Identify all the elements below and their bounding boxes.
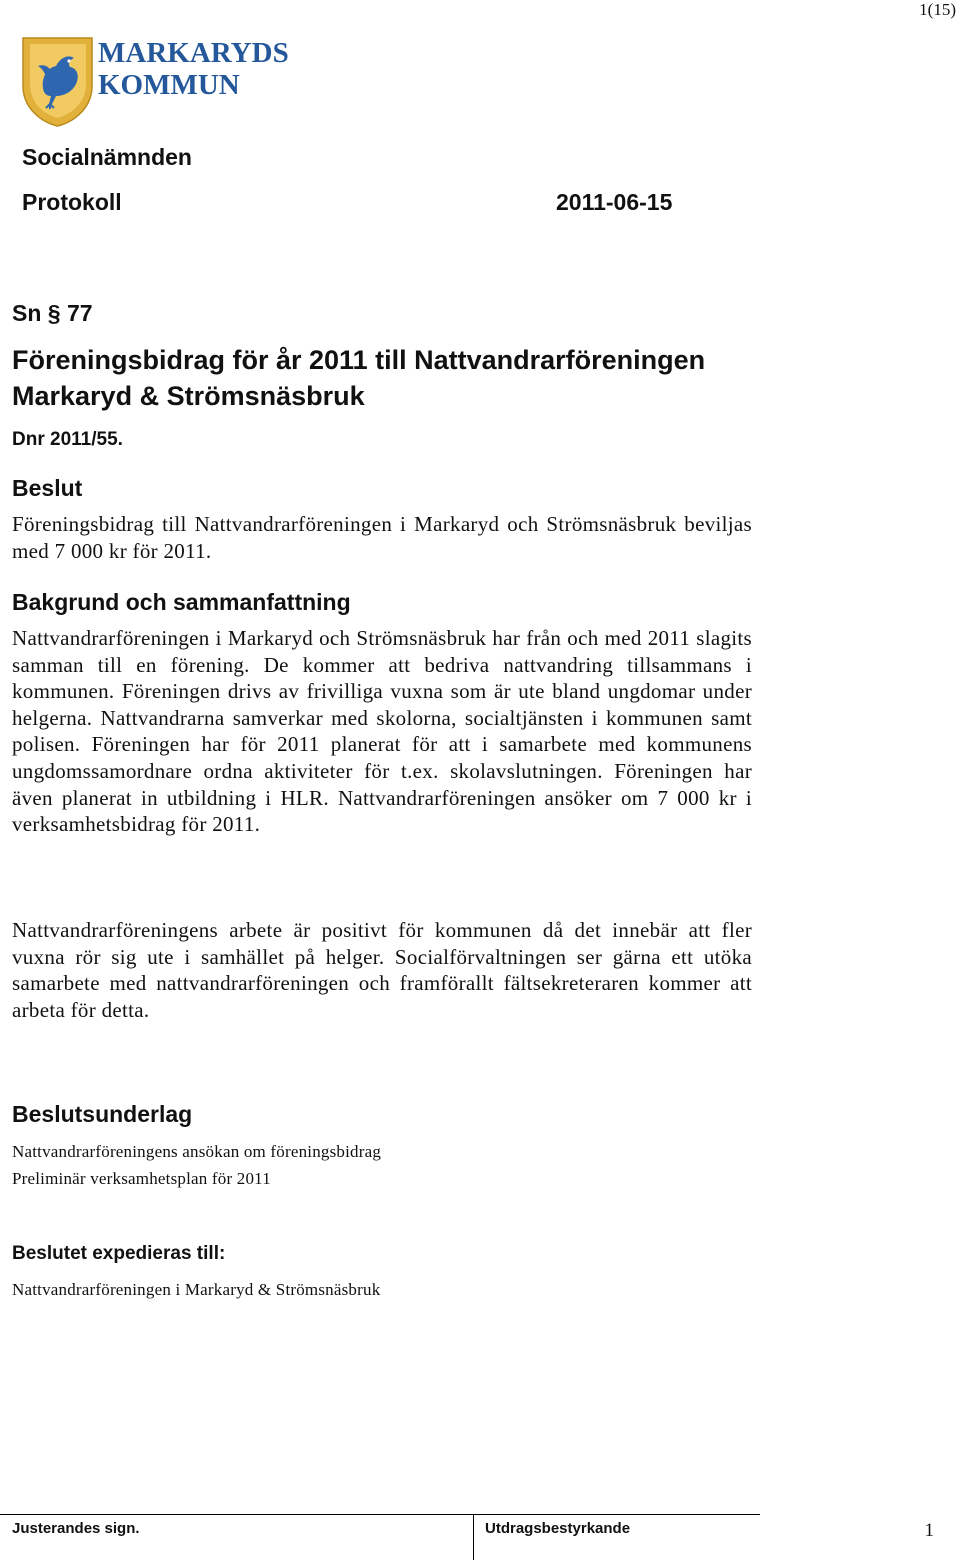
diarienummer: Dnr 2011/55. [12,429,123,450]
beslutsunderlag-item: Preliminär verksamhetsplan för 2011 [12,1169,271,1188]
coat-of-arms-icon [23,38,92,126]
footer-divider [473,1514,474,1560]
department-heading: Socialnämnden [22,144,192,170]
expedieras-heading: Beslutet expedieras till: [12,1243,226,1264]
bakgrund-paragraph-1: Nattvandrarföreningen i Markaryd och Strömsnäsbruk har från och med 2011 slagits samman till en förening. De kommer att bedriva nattvandring tillsammans i kommunen. Föreningen drivs av frivilliga vuxna som är ute bland ungdomar under helgerna. Nattvandrarna samverkar med skolorna, socialtjänsten i kommunen samt polisen. Föreningen har för 2011 planerat för att i samarbete med kommunens ungdomssamordnare ordna aktiviteter för t.ex. skolavslutningen. Föreningen har även planerat in utbildning i HLR. Nattvandrarföreningen ansöker om 7 000 kr i verksamhetsbidrag för 2011. [12,626,752,837]
page-number: 1(15) [919,0,956,19]
markaryd-kommun-logo [22,34,322,128]
beslut-text: Föreningsbidrag till Nattvandrarföreningen i Markaryd och Strömsnäsbruk beviljas med 7 000 kr för 2011. [12,512,752,563]
expedieras-item: Nattvandrarföreningen i Markaryd & Strömsnäsbruk [12,1280,381,1299]
footer-rule [0,1514,760,1515]
paragraph-number: Sn § 77 [12,300,93,326]
document-type: Protokoll [22,189,122,215]
utdragsbestyrkande-label: Utdragsbestyrkande [485,1520,631,1537]
logo-line2: KOMMUN [98,69,240,101]
beslutsunderlag-heading: Beslutsunderlag [12,1101,193,1127]
bakgrund-heading: Bakgrund och sammanfattning [12,589,351,615]
footer-page-number: 1 [924,1520,934,1541]
justerandes-sign-label: Justerandes sign. [12,1520,140,1537]
beslut-heading: Beslut [12,475,83,501]
bakgrund-paragraph-2: Nattvandrarföreningens arbete är positivt för kommunen då det innebär att fler vuxna rör sig ute i samhället på helger. Socialförvaltningen ser gärna ett utöka samarbete med nattvandrarföreningen och framförallt fältsekreteraren kommer att arbeta för detta. [12,918,752,1022]
logo-line1: MARKARYDS [98,37,289,69]
page-title: Föreningsbidrag för år 2011 till Nattvandrarföreningen Markaryd & Strömsnäsbruk [12,345,706,411]
beslutsunderlag-item: Nattvandrarföreningens ansökan om föreningsbidrag [12,1142,382,1161]
document-date: 2011-06-15 [556,189,673,215]
